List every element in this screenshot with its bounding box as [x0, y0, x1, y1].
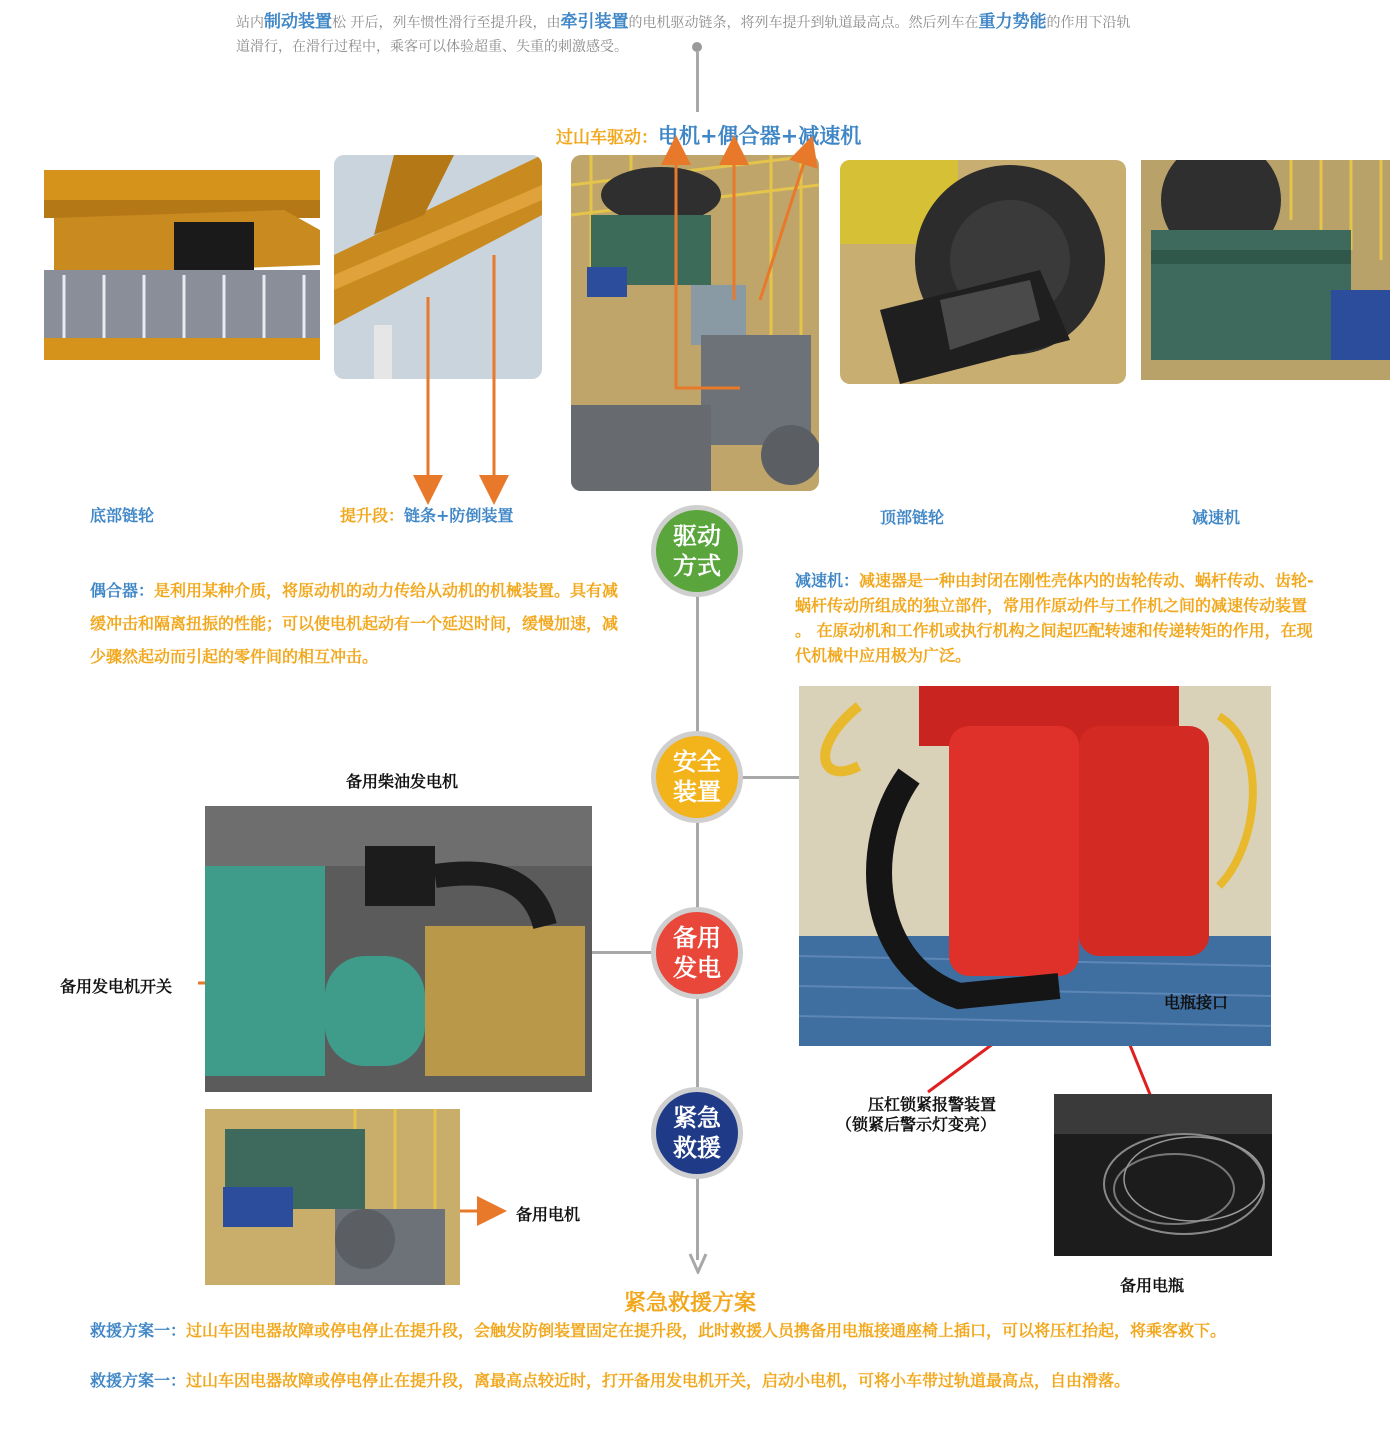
- photo-backup-motor: [205, 1109, 460, 1285]
- connector-backup: [592, 951, 654, 954]
- intro-text-3: 的电机驱动链条，将列车提升到轨道最高点。然后列车在: [628, 15, 979, 31]
- spine-arrowhead: [688, 1252, 708, 1274]
- circle-rescue-label: 紧急救援: [673, 1104, 721, 1162]
- drive-value: 电机+偶合器+减速机: [658, 124, 862, 148]
- caption-reducer: 减速机: [1192, 508, 1241, 527]
- rescue-plan-2: [90, 1368, 1315, 1394]
- rescue-plan-1-text: 过山车因电器故障或停电停止在提升段，会触发防倒装置固定在提升段，此时救援人员携备用电瓶接通座椅上插口，可以将压杠抬起，将乘客救下。: [186, 1321, 1227, 1340]
- reducer-text: 减速器是一种由封闭在刚性壳体内的齿轮传动、蜗杆传动、齿轮-蜗杆传动所组成的独立部件，常用作原动件与工作机之间的减速传动装置 。 在原动机和工作机或执行机构之间起匹配转速和传递转矩的作用，在现代机械中应用极为广泛。: [795, 571, 1314, 665]
- caption-lift-value: 链条+防倒装置: [404, 506, 514, 525]
- label-lock-alarm: 压杠锁紧报警装置: [868, 1095, 997, 1114]
- coupler-key: 偶合器：: [90, 581, 155, 600]
- intro-keyword-brake: 制动装置: [264, 12, 332, 32]
- circle-emergency-rescue: [656, 1092, 738, 1174]
- circle-backup-label: 备用发电: [673, 924, 721, 982]
- coupler-text: 是利用某种介质，将原动机的动力传给从动机的机械装置。具有减缓冲击和隔离扭振的性能；可以使电机起动有一个延迟时间，缓慢加速，减少骤然起动而引起的零件间的相互冲击。: [90, 581, 619, 666]
- drive-label: 过山车驱动：: [556, 128, 658, 148]
- label-generator-switch: 备用发电机开关: [60, 977, 173, 996]
- intro-text-1: 站内: [236, 15, 264, 31]
- rescue-plan-1-key: 救援方案一：: [90, 1321, 187, 1340]
- caption-lift-label: 提升段：: [340, 506, 405, 525]
- circle-backup-power: [656, 912, 738, 994]
- label-diesel-generator: 备用柴油发电机: [346, 772, 459, 791]
- rescue-plan-2-key: 救援方案一：: [90, 1371, 187, 1390]
- rescue-plan-1: [90, 1318, 1315, 1344]
- label-battery-port: 电瓶接口: [1164, 993, 1229, 1012]
- rescue-plan-2-text: 过山车因电器故障或停电停止在提升段，离最高点较近时，打开备用发电机开关，启动小电机，可将小车带过轨道最高点，自由滑落。: [186, 1371, 1131, 1390]
- circle-safety: [656, 736, 738, 818]
- photo-backup-battery: [1054, 1094, 1272, 1256]
- intro-text-4: 的作用下沿轨道滑行，在滑行过程中，乘客可以体验超重、失重的刺激感受。: [236, 15, 1131, 55]
- caption-top-sprocket: 顶部链轮: [880, 508, 945, 527]
- label-backup-motor: 备用电机: [516, 1205, 581, 1224]
- coupler-description: [90, 574, 620, 673]
- circle-safety-label: 安全装置: [673, 748, 721, 806]
- connector-safety: [738, 776, 800, 779]
- label-backup-battery: 备用电瓶: [1120, 1276, 1185, 1295]
- caption-lift: [340, 503, 513, 526]
- intro-text-2: 松 开后，列车惯性滑行至提升段，由: [332, 15, 561, 31]
- reducer-description: [795, 568, 1320, 668]
- circle-drive-label: 驱动方式: [673, 522, 721, 580]
- caption-bottom-sprocket: 底部链轮: [90, 506, 155, 525]
- rescue-plan-title: 紧急救援方案: [624, 1291, 757, 1316]
- photo-diesel-generator: [205, 806, 592, 1092]
- circle-drive-mode: [656, 510, 738, 592]
- label-lock-alarm-note: （锁紧后警示灯变亮）: [836, 1115, 997, 1134]
- intro-keyword-traction: 牵引装置: [560, 12, 629, 32]
- reducer-key: 减速机：: [795, 571, 860, 590]
- intro-keyword-gravity: 重力势能: [978, 12, 1047, 32]
